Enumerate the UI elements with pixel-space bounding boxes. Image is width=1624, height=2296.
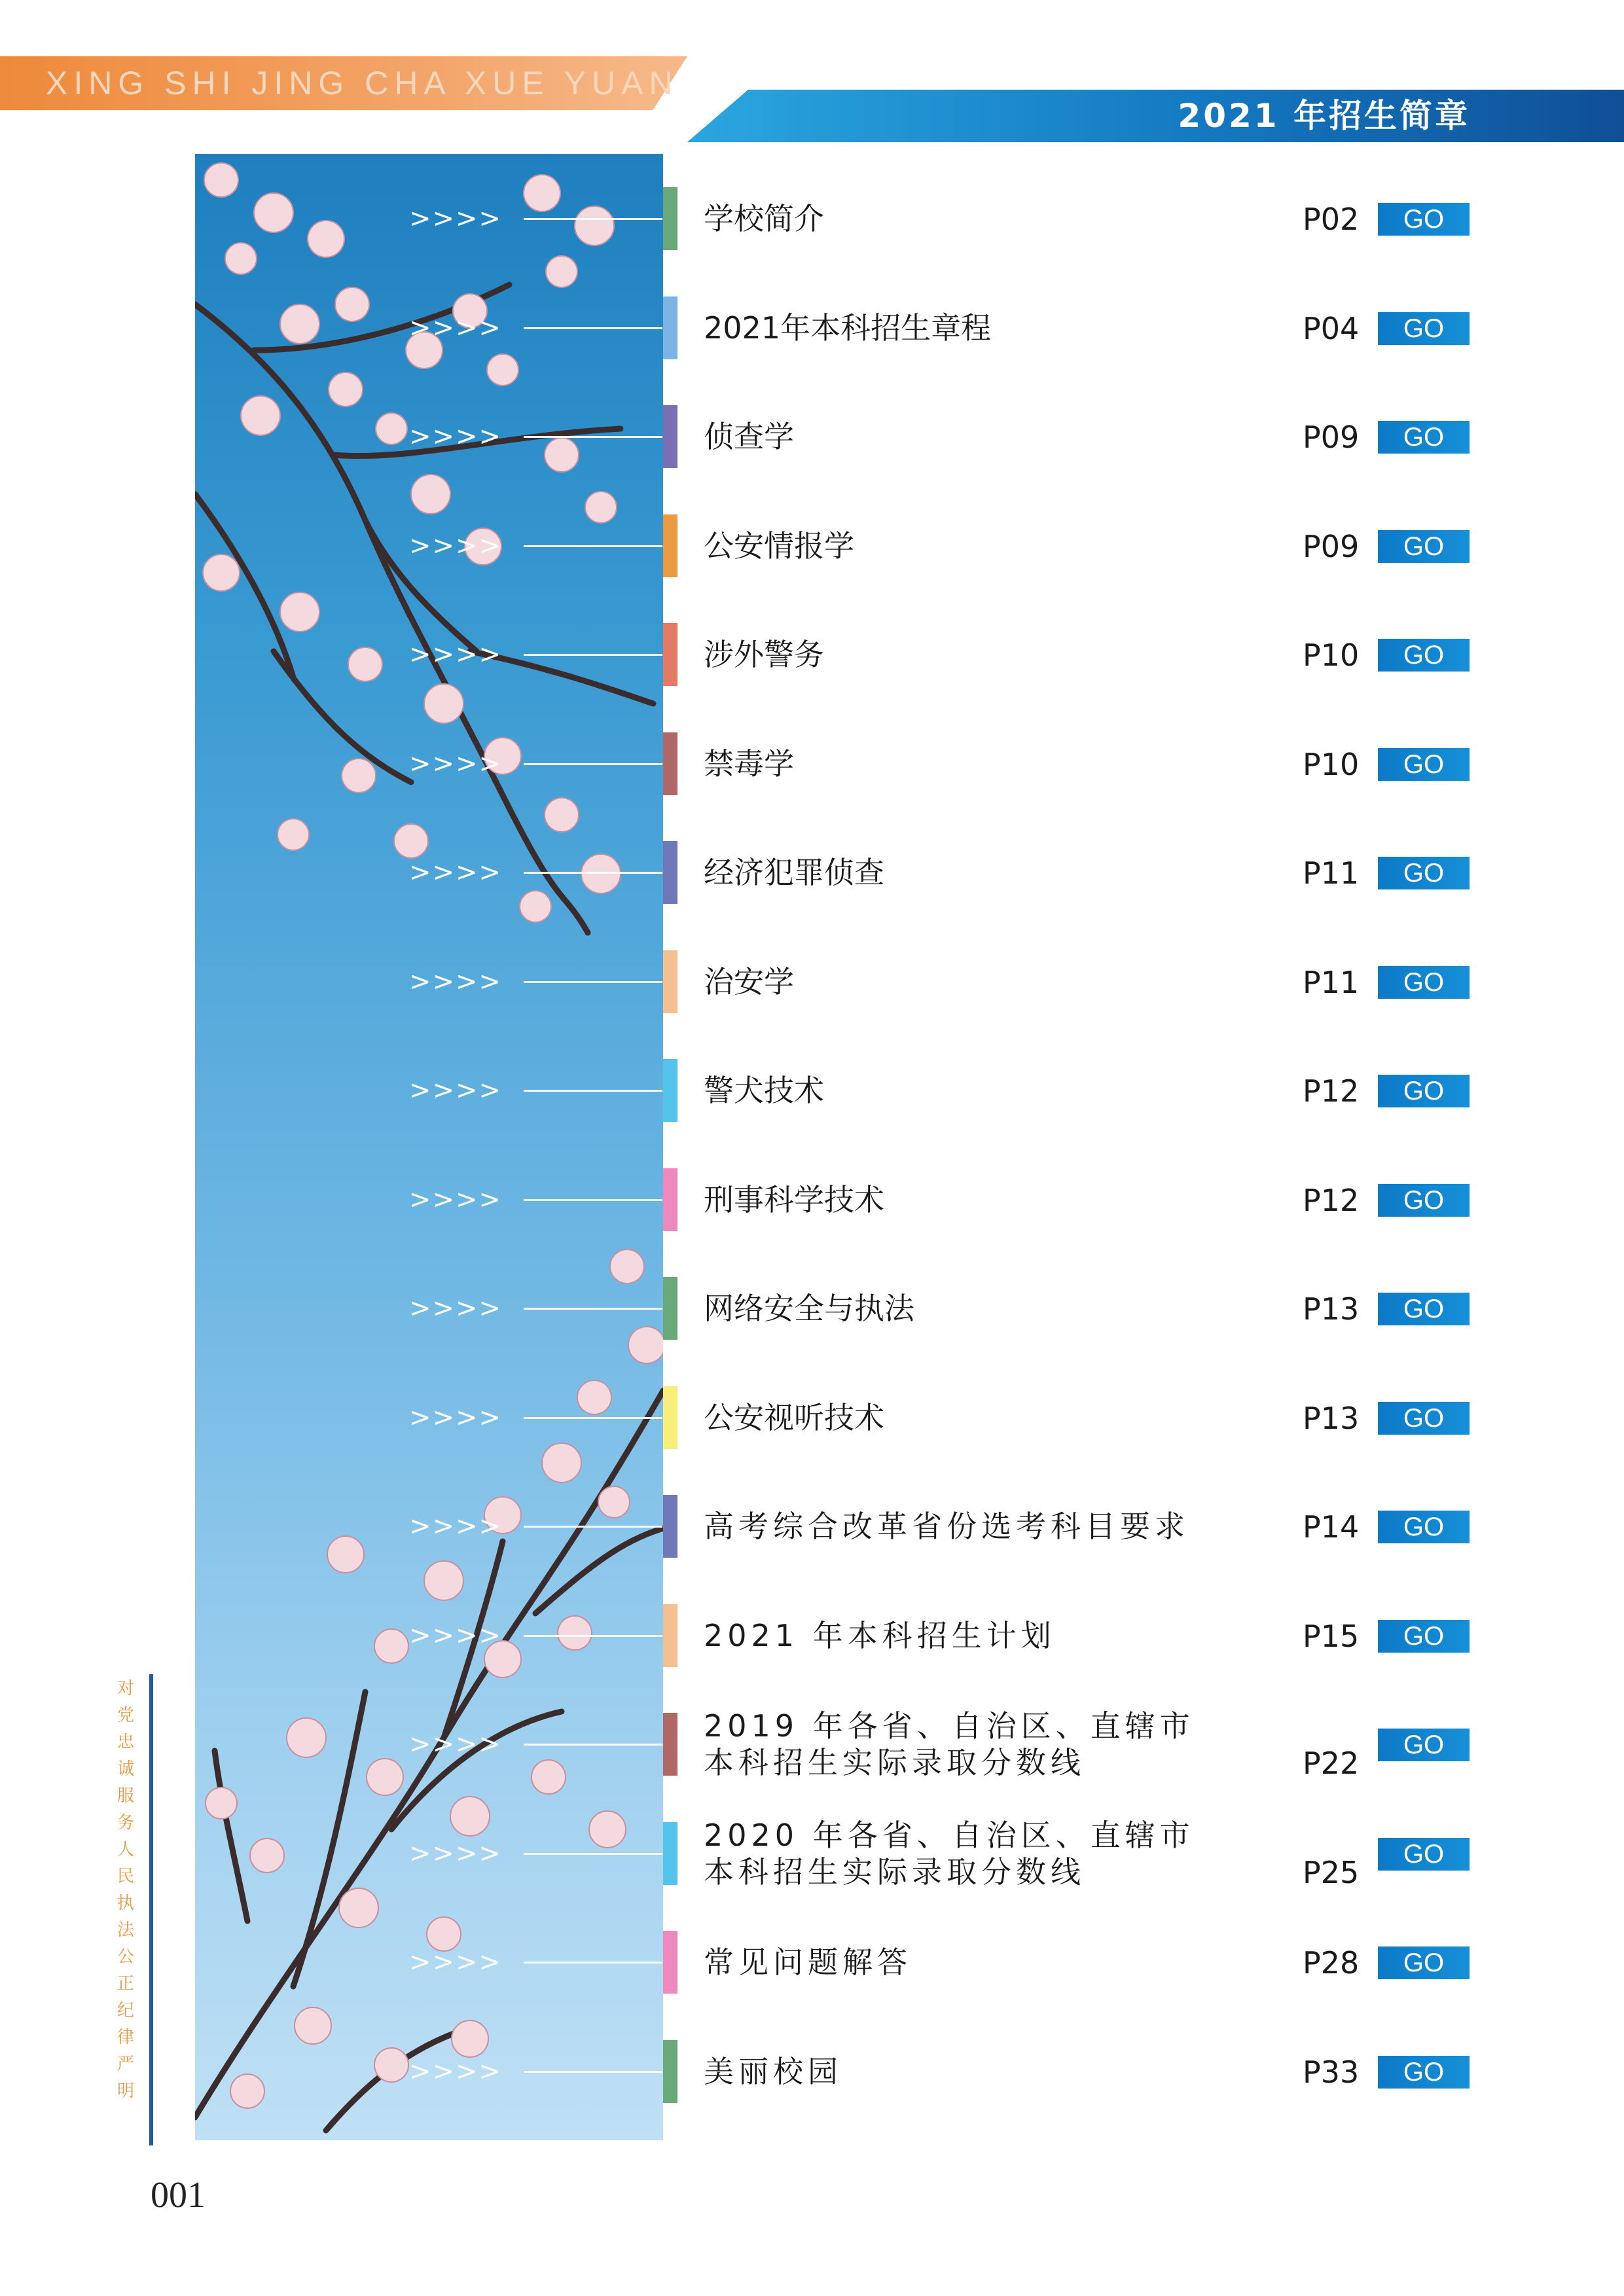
toc-arrow: >>>> — [409, 749, 503, 779]
toc-row[interactable] — [0, 1604, 1624, 1667]
toc-color-tab — [663, 1277, 677, 1340]
toc-color-tab — [663, 732, 677, 795]
toc-row[interactable] — [0, 296, 1624, 359]
toc-arrow: >>>> — [409, 2056, 503, 2087]
toc-color-tab — [663, 1604, 677, 1667]
toc-arrow: >>>> — [409, 967, 503, 997]
toc-arrow: >>>> — [409, 1947, 503, 1977]
toc-row[interactable] — [0, 1931, 1624, 1994]
go-button[interactable]: GO — [1378, 312, 1470, 345]
toc-row[interactable] — [0, 1708, 1624, 1781]
toc-page: P14 — [1303, 1509, 1360, 1545]
toc-title[interactable]: 2021 年本科招生计划 — [704, 1618, 1056, 1653]
toc-arrow: >>>> — [409, 1729, 503, 1759]
toc-rule — [524, 1744, 662, 1746]
toc-color-tab — [663, 1931, 677, 1994]
toc-color-tab — [663, 1168, 677, 1231]
toc-rule — [524, 1526, 662, 1528]
toc-title[interactable]: 学校简介 — [704, 201, 824, 236]
go-button[interactable]: GO — [1378, 639, 1470, 672]
toc-page: P11 — [1303, 965, 1360, 1000]
toc-color-tab — [663, 841, 677, 904]
toc-row[interactable] — [0, 405, 1624, 468]
toc-page: P10 — [1303, 637, 1360, 673]
toc-color-tab — [663, 296, 677, 359]
toc-arrow: >>>> — [409, 1511, 503, 1541]
toc-arrow: >>>> — [409, 1185, 503, 1215]
toc-arrow: >>>> — [409, 1403, 503, 1433]
toc-page: P33 — [1303, 2054, 1360, 2090]
toc-row[interactable] — [0, 187, 1624, 250]
toc-arrow: >>>> — [409, 639, 503, 670]
toc-title[interactable]: 网络安全与执法 — [704, 1291, 914, 1326]
toc-rule — [524, 436, 662, 438]
toc-page: P25 — [1303, 1855, 1360, 1890]
header-blue-ribbon — [687, 90, 1624, 142]
toc-title[interactable]: 刑事科学技术 — [704, 1182, 884, 1217]
go-button[interactable]: GO — [1378, 421, 1470, 454]
toc-title[interactable]: 侦查学 — [704, 419, 794, 454]
toc-row[interactable] — [0, 1386, 1624, 1449]
go-button[interactable]: GO — [1378, 1511, 1470, 1543]
go-button[interactable]: GO — [1378, 857, 1470, 889]
toc-page: P02 — [1303, 202, 1360, 237]
toc-title[interactable]: 涉外警务 — [704, 637, 824, 672]
toc-title[interactable]: 警犬技术 — [704, 1073, 824, 1108]
toc-color-tab — [663, 187, 677, 250]
toc-title[interactable]: 治安学 — [704, 964, 794, 999]
toc-page: P13 — [1303, 1401, 1360, 1436]
toc-arrow: >>>> — [409, 531, 503, 561]
toc-rule — [524, 1308, 662, 1310]
toc-arrow: >>>> — [409, 422, 503, 452]
toc-page: P11 — [1303, 855, 1360, 891]
go-button[interactable]: GO — [1378, 1620, 1470, 1653]
toc-color-tab — [663, 1386, 677, 1449]
toc-color-tab — [663, 623, 677, 686]
go-button[interactable]: GO — [1378, 2056, 1470, 2089]
toc-color-tab — [663, 1713, 677, 1776]
go-button[interactable]: GO — [1378, 748, 1470, 781]
go-button[interactable]: GO — [1378, 1838, 1470, 1871]
toc-rule — [524, 2071, 662, 2073]
toc-color-tab — [663, 514, 677, 577]
toc-row[interactable] — [0, 1818, 1624, 1890]
toc-arrow: >>>> — [409, 857, 503, 888]
toc-row[interactable] — [0, 950, 1624, 1013]
toc-rule — [524, 545, 662, 547]
toc-page: P22 — [1303, 1746, 1360, 1781]
toc-page: P09 — [1303, 420, 1360, 455]
toc-arrow: >>>> — [409, 204, 503, 234]
toc-row[interactable] — [0, 841, 1624, 904]
toc-rule — [524, 763, 662, 765]
toc-title[interactable]: 2020 年各省、自治区、直辖市 本科招生实际录取分数线 — [704, 1818, 1195, 1890]
toc-page: P12 — [1303, 1073, 1360, 1109]
toc-page: P10 — [1303, 747, 1360, 782]
toc-color-tab — [663, 950, 677, 1013]
toc-title[interactable]: 常见问题解答 — [704, 1945, 912, 1980]
go-button[interactable]: GO — [1378, 1075, 1470, 1107]
toc-page: P15 — [1303, 1619, 1360, 1654]
toc-rule — [524, 1417, 662, 1419]
toc-page: P13 — [1303, 1291, 1360, 1327]
toc-rule — [524, 872, 662, 874]
toc-rule — [524, 1853, 662, 1855]
toc-title[interactable]: 公安情报学 — [704, 528, 854, 564]
school-motto: 对党忠诚 服务人民 执法公正 纪律严明 — [117, 1679, 134, 2101]
toc-title[interactable]: 2019 年各省、自治区、直辖市 本科招生实际录取分数线 — [704, 1708, 1195, 1780]
toc-color-tab — [663, 1495, 677, 1558]
toc-title[interactable]: 2021年本科招生章程 — [704, 310, 992, 346]
go-button[interactable]: GO — [1378, 966, 1470, 999]
toc-row[interactable] — [0, 732, 1624, 795]
toc-rule — [524, 1962, 662, 1964]
toc-row[interactable] — [0, 623, 1624, 686]
toc-arrow: >>>> — [409, 1075, 503, 1105]
toc-rule — [524, 218, 662, 220]
toc-rule — [524, 1199, 662, 1201]
toc-page: P04 — [1303, 311, 1360, 346]
toc-color-tab — [663, 1822, 677, 1885]
toc-title[interactable]: 禁毒学 — [704, 746, 794, 781]
toc-arrow: >>>> — [409, 1293, 503, 1323]
go-button[interactable]: GO — [1378, 203, 1470, 236]
page-number: 001 — [151, 2175, 206, 2215]
motto-divider — [149, 1674, 153, 2145]
toc-rule — [524, 1635, 662, 1637]
go-button[interactable]: GO — [1378, 1402, 1470, 1435]
toc-rule — [524, 1090, 662, 1092]
toc-arrow: >>>> — [409, 313, 503, 343]
go-button[interactable]: GO — [1378, 1184, 1470, 1217]
toc-arrow: >>>> — [409, 1839, 503, 1869]
toc-page: P09 — [1303, 529, 1360, 564]
go-button[interactable]: GO — [1378, 1946, 1470, 1979]
toc-color-tab — [663, 405, 677, 468]
toc-title[interactable]: 公安视听技术 — [704, 1400, 884, 1435]
toc-color-tab — [663, 2040, 677, 2103]
toc-row[interactable] — [0, 1059, 1624, 1122]
toc-title[interactable]: 高考综合改革省份选考科目要求 — [704, 1509, 1189, 1544]
pinyin-banner: XING SHI JING CHA XUE YUAN — [46, 65, 679, 101]
page-title: 2021 年招生简章 — [1178, 97, 1470, 135]
toc-rule — [524, 327, 662, 329]
toc-row[interactable] — [0, 1168, 1624, 1231]
toc-rule — [524, 981, 662, 983]
go-button[interactable]: GO — [1378, 530, 1470, 563]
toc-title[interactable]: 美丽校园 — [704, 2054, 842, 2089]
go-button[interactable]: GO — [1378, 1293, 1470, 1325]
toc-rule — [524, 654, 662, 656]
toc-row[interactable] — [0, 1495, 1624, 1558]
toc-page: P12 — [1303, 1183, 1360, 1218]
go-button[interactable]: GO — [1378, 1729, 1470, 1761]
toc-title[interactable]: 经济犯罪侦查 — [704, 855, 884, 890]
toc-color-tab — [663, 1059, 677, 1122]
toc-arrow: >>>> — [409, 1621, 503, 1651]
toc-page: P28 — [1303, 1945, 1360, 1981]
toc-row[interactable] — [0, 2040, 1624, 2103]
toc-row[interactable] — [0, 1277, 1624, 1340]
toc-row[interactable] — [0, 514, 1624, 577]
